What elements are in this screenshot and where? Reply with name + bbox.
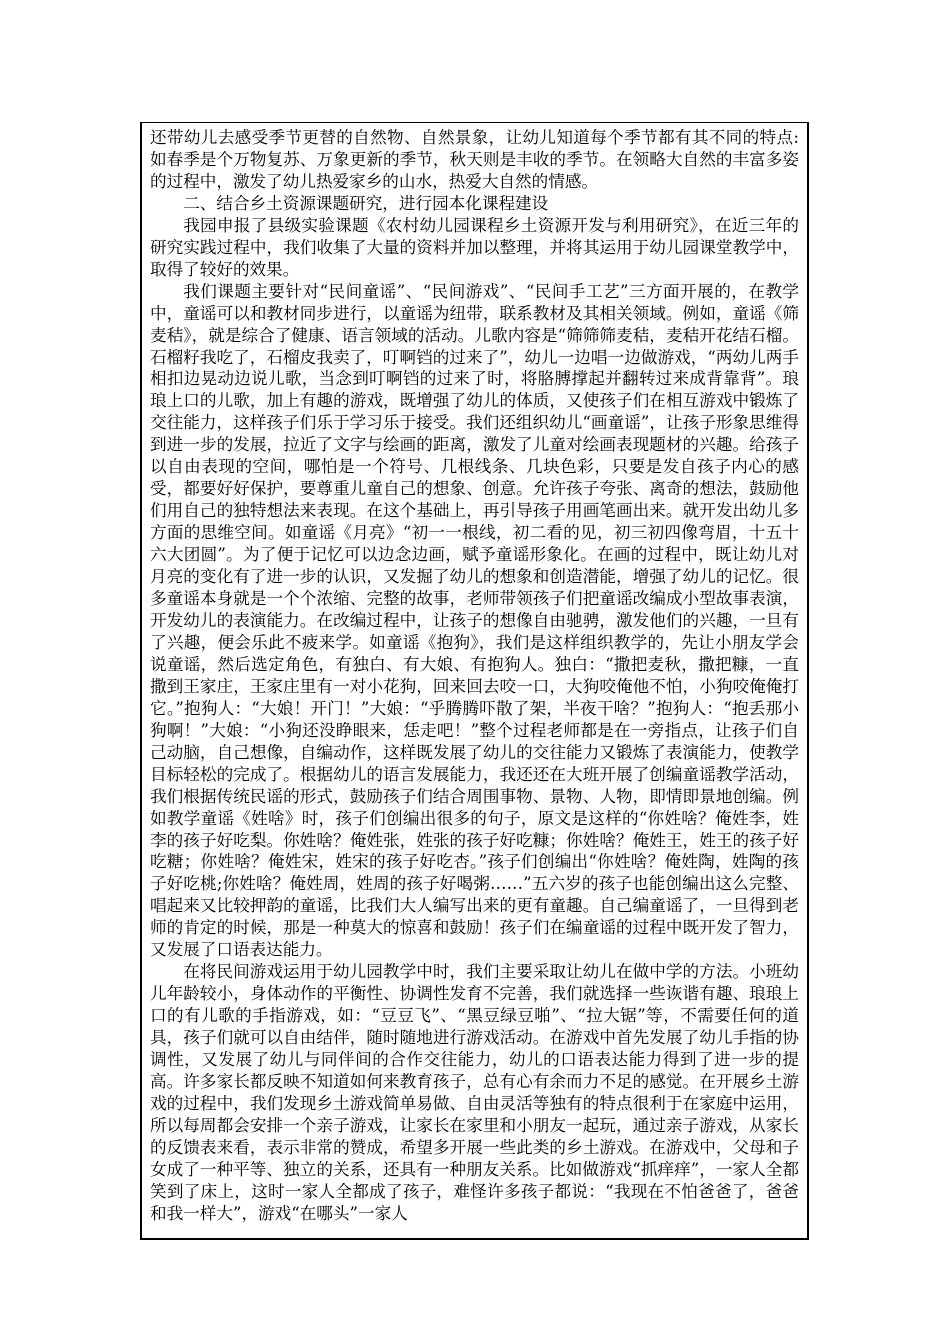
document-body — [150, 127, 799, 1225]
paragraph-seasons-intro: 还带幼儿去感受季节更替的自然物、自然景象，让幼儿知道每个季节都有其不同的特点:如春季是个万物复苏、万象更新的季节，秋天则是丰收的季节。在领略大自然的丰富多姿的过程中，激发了幼儿热爱家乡的山水，热爱大自然的情感。 — [150, 128, 799, 191]
paragraph-research-project: 我园申报了县级实验课题《农村幼儿园课程乡土资源开发与利用研究》，在近三年的研究实践过程中，我们收集了大量的资料并加以整理，并将其运用于幼儿园课堂教学中，取得了较好的效果。 — [150, 215, 799, 279]
section-heading-curriculum: 二、结合乡土资源课题研究，进行园本化课程建设 — [183, 193, 549, 213]
paragraph-folk-games: 在将民间游戏运用于幼儿园教学中时，我们主要采取让幼儿在做中学的方法。小班幼儿年龄较小，身体动作的平衡性、协调性发育不完善，我们就选择一些诙谐有趣、琅琅上口的有儿歌的手指游戏，如：“豆豆飞”、“黑豆绿豆啪”、“拉大锯”等，不需要任何的道具，孩子们就可以自由结伴，随时随地进行游戏活动。在游戏中首先发展了幼儿手指的协调性，又发展了幼儿与同伴间的合作交往能力，幼儿的口语表达能力得到了进一步的提高。许多家长都反映不知道如何来教育孩子，总有心有余而力不足的感觉。在开展乡土游戏的过程中，我们发现乡土游戏简单易做、自由灵活等独有的特点很利于在家庭中运用，所以每周都会安排一个亲子游戏，让家长在家里和小朋友一起玩，通过亲子游戏，从家长的反馈表来看，表示非常的赞成，希望多开展一些此类的乡土游戏。在游戏中，父母和子女成了一种平等、独立的关系，还具有一种朋友关系。比如做游戏“抓痒痒”，一家人全都笑到了床上，这时一家人全都成了孩子，难怪许多孩子都说：“我现在不怕爸爸了，爸爸和我一样大”，游戏“在哪头”一家人 — [150, 962, 799, 1223]
page-frame — [140, 122, 809, 1240]
paragraph-folk-rhymes: 我们课题主要针对“民间童谣”、“民间游戏”、“民间手工艺”三方面开展的，在教学中，童谣可以和教材同步进行，以童谣为纽带，联系教材及其相关领域。例如，童谣《筛麦秸》，就是综合了健康、语言领域的活动。儿歌内容是“筛筛筛麦秸，麦秸开花结石榴。石榴籽我吃了，石榴皮我卖了，叮啊铛的过来了”，幼儿一边唱一边做游戏，“两幼儿两手相扣边晃动边说儿歌，当念到叮啊铛的过来了时，将胳膊撑起并翻转过来成背靠背”。琅琅上口的儿歌，加上有趣的游戏，既增强了幼儿的体质，又使孩子们在相互游戏中锻炼了交往能力，这样孩子们乐于学习乐于接受。我们还组织幼儿“画童谣”，让孩子形象思维得到进一步的发展，拉近了文字与绘画的距离，激发了儿童对绘画表现题材的兴趣。给孩子以自由表现的空间，哪怕是一个符号、几根线条、几块色彩，只要是发自孩子内心的感受，都要好好保护，要尊重儿童自己的想象、创意。允许孩子夸张、离奇的想法，鼓励他们用自己的独特想法来表现。在这个基础上，再引导孩子用画笔画出来。就开发出幼儿多方面的思维空间。如童谣《月亮》“初一一根线，初二看的见，初三初四像弯眉，十五十六大团圆”。为了便于记忆可以边念边画，赋予童谣形象化。在画的过程中，既让幼儿对月亮的变化有了进一步的认识，又发掘了幼儿的想象和创造潜能，增强了幼儿的记忆。很多童谣本身就是一个个浓缩、完整的故事，老师带领孩子们把童谣改编成小型故事表演，开发幼儿的表演能力。在改编过程中，让孩子的想像自由驰骋，激发他们的兴趣，一旦有了兴趣，便会乐此不疲来学。如童谣《抱狗》，我们是这样组织教学的，先让小朋友学会说童谣，然后选定角色，有独白、有大娘、有抱狗人。独白：“撒把麦秋，撒把糠，一直撒到王家庄，王家庄里有一对小花狗，回来回去咬一口，大狗咬俺他不怕，小狗咬俺俺打它。”抱狗人：“大娘！开门！”大娘：“乎腾腾吓散了架，半夜干啥？”抱狗人：“抱丢那小狗啊！”大娘：“小狗还没睁眼来，恁走吧！”整个过程老师都是在一旁指点，让孩子们自己动脑，自己想像，自编动作，这样既发展了幼儿的交往能力又锻炼了表演能力，使教学目标轻松的完成了。根据幼儿的语言发展能力，我还还在大班开展了创编童谣教学活动，我们根据传统民谣的形式，鼓励孩子们结合周围事物、景物、人物，即情即景地创编。例如教学童谣《姓啥》时，孩子们创编出很多的句子，原文是这样的“你姓啥？俺姓李，姓李的孩子好吃梨。你姓啥？俺姓张，姓张的孩子好吃糠；你姓啥？俺姓王，姓王的孩子好吃糖；你姓啥？俺姓宋，姓宋的孩子好吃杏。”孩子们创编出“你姓啥？俺姓陶，姓陶的孩子好吃桃;你姓啥？俺姓周，姓周的孩子好喝粥……”五六岁的孩子也能创编出这么完整、唱起来又比较押韵的童谣，比我们大人编写出来的更有童趣。自己编童谣了，一旦得到老师的肯定的时候，那是一种莫大的惊喜和鼓励！孩子们在编童谣的过程中既开发了智力，又发展了口语表达能力。 — [150, 281, 799, 960]
